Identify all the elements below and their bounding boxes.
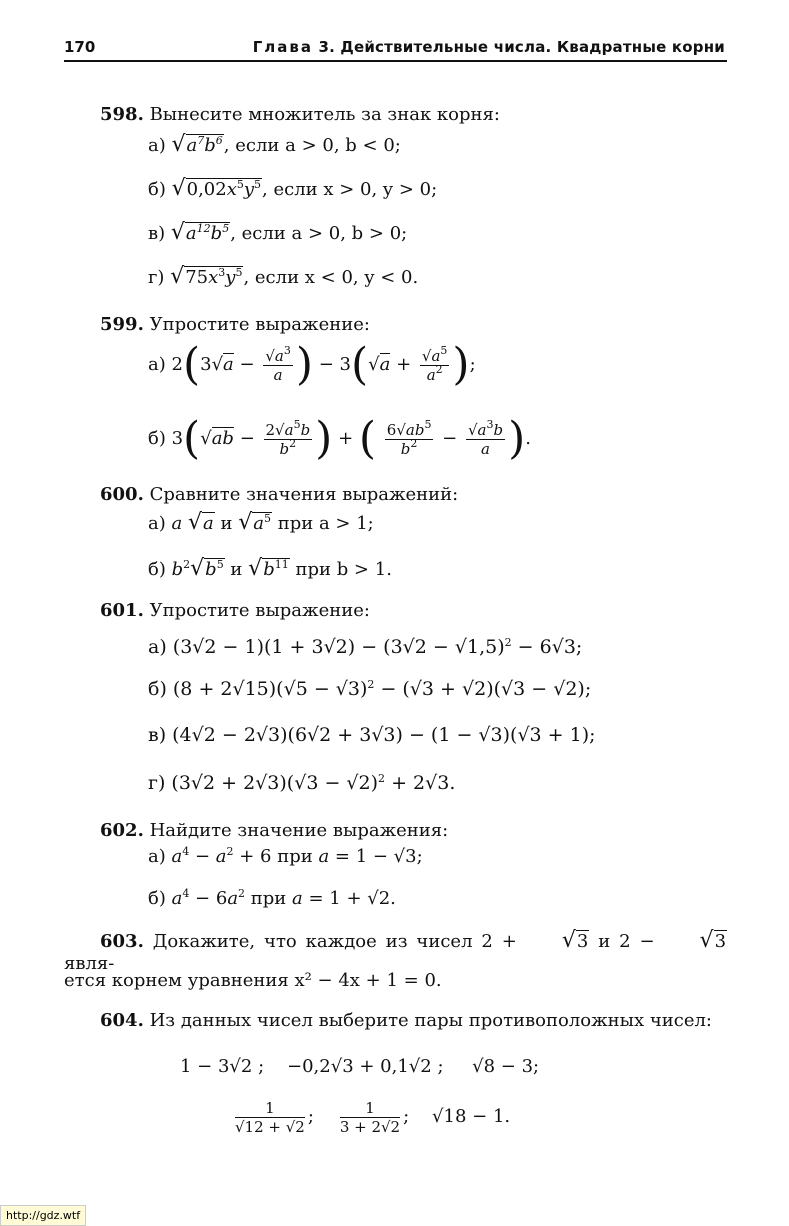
fraction: $\frac{2√a^5b}{b^2}$ <box>265 417 311 458</box>
problem-598-heading: 598. Вынесите множитель за знак корня: <box>100 104 500 125</box>
source-link[interactable]: http://gdz.wtf <box>0 1205 86 1226</box>
problem-599-b: б) 3(√ab − $\frac{2√a^5b}{b^2}$ ) + ( $\frac{6√ab^5}{b^2}$ − $\frac{√a^3b}{a}$ ). <box>148 413 531 464</box>
problem-600-b: б) $b^2√b^5$ и $√b^{11}$ при b > 1. <box>148 556 392 581</box>
fraction: $\frac{6√ab^5}{b^2}$ <box>386 417 432 458</box>
fraction: $\frac{1}{3 + 2√2}$ <box>339 1098 401 1136</box>
problem-598-d: г) $√75x^3y^5$, если x < 0, y < 0. <box>148 264 419 289</box>
problem-599-a: а) 2(3√a − $\frac{√a^3}{a}$ ) − 3(√a + $\frac{√a^5}{a^2}$ ); <box>148 339 476 390</box>
problem-601-d: г) $(3√2 + 2√3)(√3 - √2)^2 + 2√3$. <box>148 772 456 794</box>
problem-604-numbers-row1: 1 − 3√2 ; −0,2√3 + 0,1√2 ; √8 − 3; <box>180 1056 540 1077</box>
problem-604: 604. Из данных чисел выберите пары противоположных чисел: <box>100 1010 712 1031</box>
page-header <box>64 36 727 62</box>
problem-600-heading: 600. Сравните значения выражений: <box>100 484 459 505</box>
problem-601-c: в) (4√2 − 2√3)(6√2 + 3√3) − (1 − √3)(√3 + 1); <box>148 724 596 746</box>
fraction: $\frac{√a^3}{a}$ <box>265 343 291 384</box>
problem-598-b: б) $√0,02x^5y^5$, если x > 0, y > 0; <box>148 176 438 201</box>
fraction: $\frac{√a^5}{a^2}$ <box>421 343 448 384</box>
problem-601-a: а) $(3√2 - 1)(1 + 3√2) - (3√2 - √1,5)^2 - 6√3$; <box>148 636 583 658</box>
problem-602-a: а) $a^4 - a^2 + 6$ при a = 1 − √3; <box>148 845 423 867</box>
fraction: $\frac{√a^3b}{a}$ <box>467 417 504 458</box>
problem-600-a: а) a √a и $√a^5$ при a > 1; <box>148 510 374 535</box>
problem-599-heading: 599. Упростите выражение: <box>100 314 370 335</box>
problem-603-cont: ется корнем уравнения x² − 4x + 1 = 0. <box>64 970 442 991</box>
problem-603: 603. Докажите, что каждое из чисел 2 + √3 и 2 − √3 явля- <box>64 928 727 974</box>
problem-601-heading: 601. Упростите выражение: <box>100 600 370 621</box>
problem-598-a: а) $√a^7b^6$, если a > 0, b < 0; <box>148 132 401 157</box>
page-number: 170 <box>64 38 96 56</box>
math-radical: $√0,02x^5y^5$ <box>171 176 262 201</box>
problem-604-numbers-row2: $\frac{1}{√12 + √2}$ ; $\frac{1}{3 + 2√2}$ ; √18 − 1. <box>235 1098 511 1136</box>
problem-601-b: б) $(8 + 2√15)(√5 - √3)^2 - (√3 + √2)(√3 - √2)$; <box>148 678 592 700</box>
fraction: $\frac{1}{√12 + √2}$ <box>235 1098 305 1136</box>
problem-598-c: в) $√a^{12}b^5$, если a > 0, b > 0; <box>148 220 408 245</box>
problem-602-b: б) $a^4 - 6a^2$ при a = 1 + √2. <box>148 887 396 909</box>
problem-602-heading: 602. Найдите значение выражения: <box>100 820 449 841</box>
math-radical: $√a^{12}b^5$ <box>170 220 230 245</box>
math-radical: $√75x^3y^5$ <box>170 264 243 289</box>
chapter-title: Глава 3. Действительные числа. Квадратные корни <box>252 38 725 56</box>
math-radical: $√a^7b^6$ <box>171 132 223 157</box>
